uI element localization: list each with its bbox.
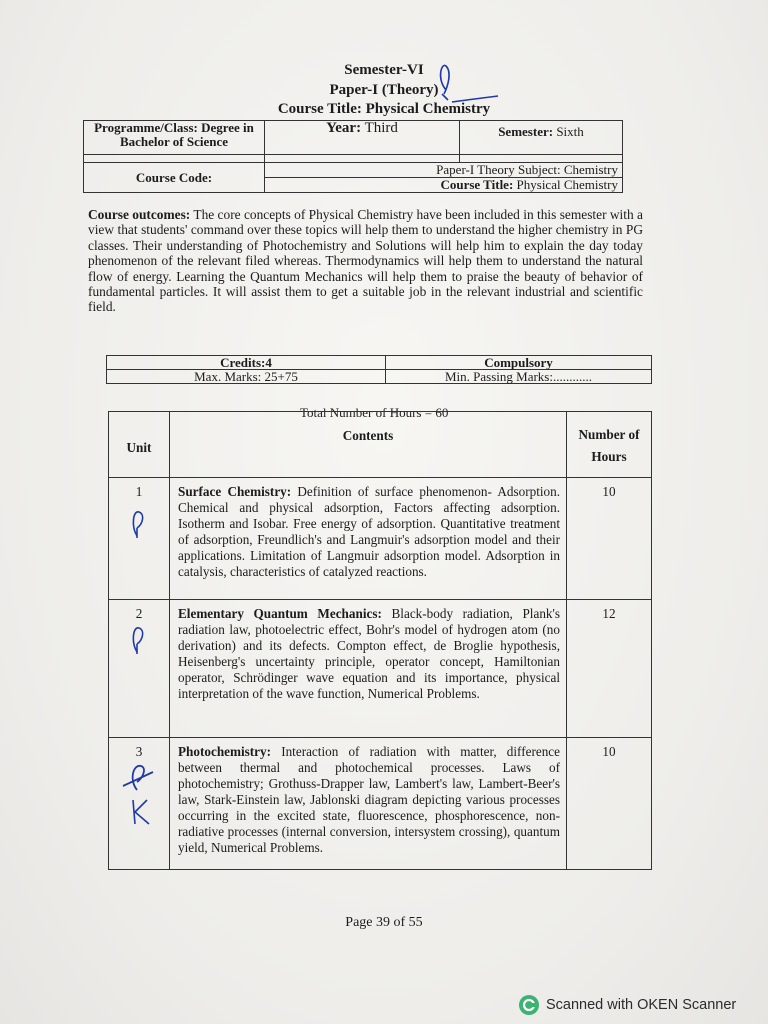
course-title-value: Physical Chemistry — [516, 177, 618, 192]
credits-table — [106, 355, 652, 384]
unit-number: 3 — [135, 744, 143, 759]
course-code-cell: Course Code: — [84, 163, 265, 193]
min-passing-cell: Min. Passing Marks:............ — [386, 370, 652, 384]
course-outcomes-paragraph — [88, 207, 643, 315]
year-cell — [265, 121, 460, 155]
credits-cell: Credits:4 — [107, 356, 386, 370]
semester-label: Semester: — [498, 124, 554, 139]
oken-scanner-logo-icon — [518, 994, 540, 1016]
handwritten-signature-top — [432, 56, 504, 108]
contents-cell — [170, 478, 567, 600]
topic-title: Photochemistry: — [178, 744, 272, 759]
semester-cell — [460, 121, 623, 155]
contents-cell — [170, 738, 567, 870]
course-info-table — [83, 120, 623, 193]
paper-subject-cell: Paper-I Theory Subject: Chemistry — [265, 163, 623, 178]
unit-number: 2 — [135, 606, 143, 621]
header-unit: Unit — [109, 412, 170, 478]
topic-text: Interaction of radiation with matter, difference between thermal and photochemical processes. Laws of photochemistry; Grothuss-Drapper law, Lambert's law, Lambert-Beer's law, Stark-Einstein law, Jablonski diagram depicting various processes occurring in the excited state, fluorescence, phosphorescence, non-radiative processes (internal conversion, intersystem crossing), quantum yield, Numerical Problems. — [178, 744, 560, 855]
unit-number: 1 — [135, 484, 143, 499]
units-table — [108, 411, 652, 870]
course-title-heading: Course Title: Physical Chemistry — [277, 101, 491, 117]
course-title-label: Course Title: — [440, 177, 514, 192]
year-value: Third — [364, 120, 398, 136]
course-outcomes-text: The core concepts of Physical Chemistry have been included in this semester with a view that students' command over these topics will help them to understand the higher chemistry in PG classes. Their understanding of Photochemistry and Solutions will help him to explain the day today phenomenon of the relevant filed whereas. Thermodynamics will help them to understand the natural flow of energy. Learning the Quantum Mechanics will help them to praise the beauty of behavior of fundamental particles. It will assist them to get a suitable job in the relevant industrial and scientific field. — [88, 207, 643, 315]
hours-cell: 10 — [567, 738, 652, 870]
unit-cell — [109, 600, 170, 738]
handwritten-mark — [127, 506, 151, 540]
unit-cell — [109, 738, 170, 870]
unit-cell — [109, 478, 170, 600]
topic-text: Black-body radiation, Plank's radiation law, photoelectric effect, Bohr's model of hydrogen atom (no derivation) and its defects. Compton effect, de Broglie hypothesis, Heisenberg's uncertainty principle, operator concept, Hamiltonian operator, Schrödinger wave equation and its importance, physical interpretation of the wave function, Numerical Problems. — [178, 606, 561, 701]
table-row — [109, 738, 652, 870]
compulsory-cell: Compulsory — [386, 356, 652, 370]
total-hours: Total Number of Hours = 60 — [300, 405, 449, 420]
header-contents: Contents — [170, 412, 567, 478]
semester-value: Sixth — [556, 124, 584, 139]
contents-cell — [170, 600, 567, 738]
topic-title: Elementary Quantum Mechanics: — [178, 606, 382, 621]
paper-heading: Paper-I (Theory) — [329, 82, 439, 98]
semester-heading: Semester-VI — [344, 62, 424, 78]
header-hours: Number of Hours — [567, 412, 652, 478]
table-row — [109, 478, 652, 600]
course-outcomes-label: Course outcomes: — [88, 207, 191, 222]
hours-cell: 10 — [567, 478, 652, 600]
topic-title: Surface Chemistry: — [178, 484, 292, 499]
scanner-text: Scanned with OKEN Scanner — [546, 997, 737, 1013]
programme-cell: Programme/Class: Degree in Bachelor of Science — [84, 121, 265, 155]
page-number: Page 39 of 55 — [345, 915, 423, 930]
topic-text: Definition of surface phenomenon- Adsorption. Chemical and physical adsorption, Factors affecting adsorption. Isotherm and Isobar. Free energy of adsorption. Quantitative treatment of adsorption, Freundlich's and Langmuir's adsorption model and their applications. Limitation of Langmuir adsorption model. Adsorption in catalysis, characteristics of catalyzed reactions. — [178, 484, 561, 579]
scanner-watermark — [518, 994, 736, 1016]
year-label: Year: — [326, 120, 362, 136]
handwritten-mark — [127, 622, 151, 656]
hours-cell: 12 — [567, 600, 652, 738]
max-marks-cell: Max. Marks: 25+75 — [107, 370, 386, 384]
table-row — [109, 600, 652, 738]
course-title-cell — [265, 178, 623, 193]
handwritten-mark — [119, 760, 159, 826]
